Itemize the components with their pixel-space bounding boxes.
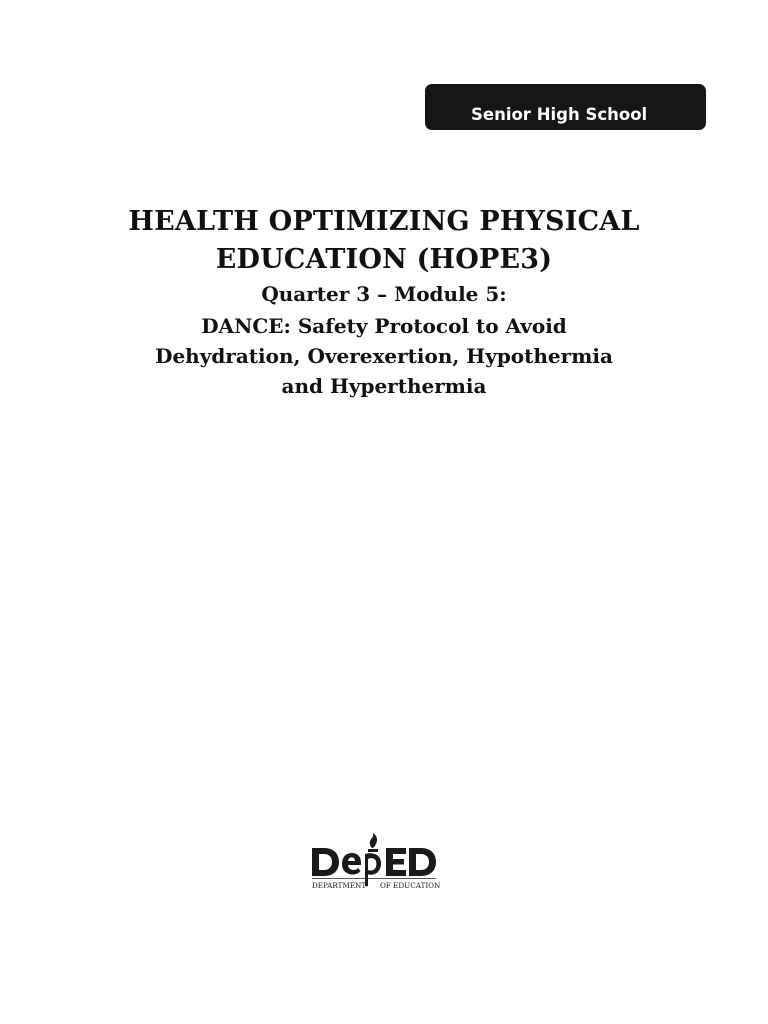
module-title-line-2: Dehydration, Overexertion, Hypothermia — [155, 344, 613, 368]
module-label: Quarter 3 – Module 5: — [261, 282, 507, 306]
subject-title-line-2: EDUCATION (HOPE3) — [215, 244, 553, 275]
deped-logo-icon — [308, 826, 460, 896]
grade-level-badge — [425, 84, 706, 130]
module-title-line-3: and Hyperthermia — [281, 374, 487, 398]
grade-level-label: Senior High School — [471, 105, 648, 124]
logo-tagline-right: OF EDUCATION — [380, 881, 441, 890]
module-title-line-1: DANCE: Safety Protocol to Avoid — [201, 314, 567, 338]
logo-tagline-left: DEPARTMENT — [312, 881, 367, 890]
subject-title-line-1: HEALTH OPTIMIZING PHYSICAL — [128, 206, 640, 237]
